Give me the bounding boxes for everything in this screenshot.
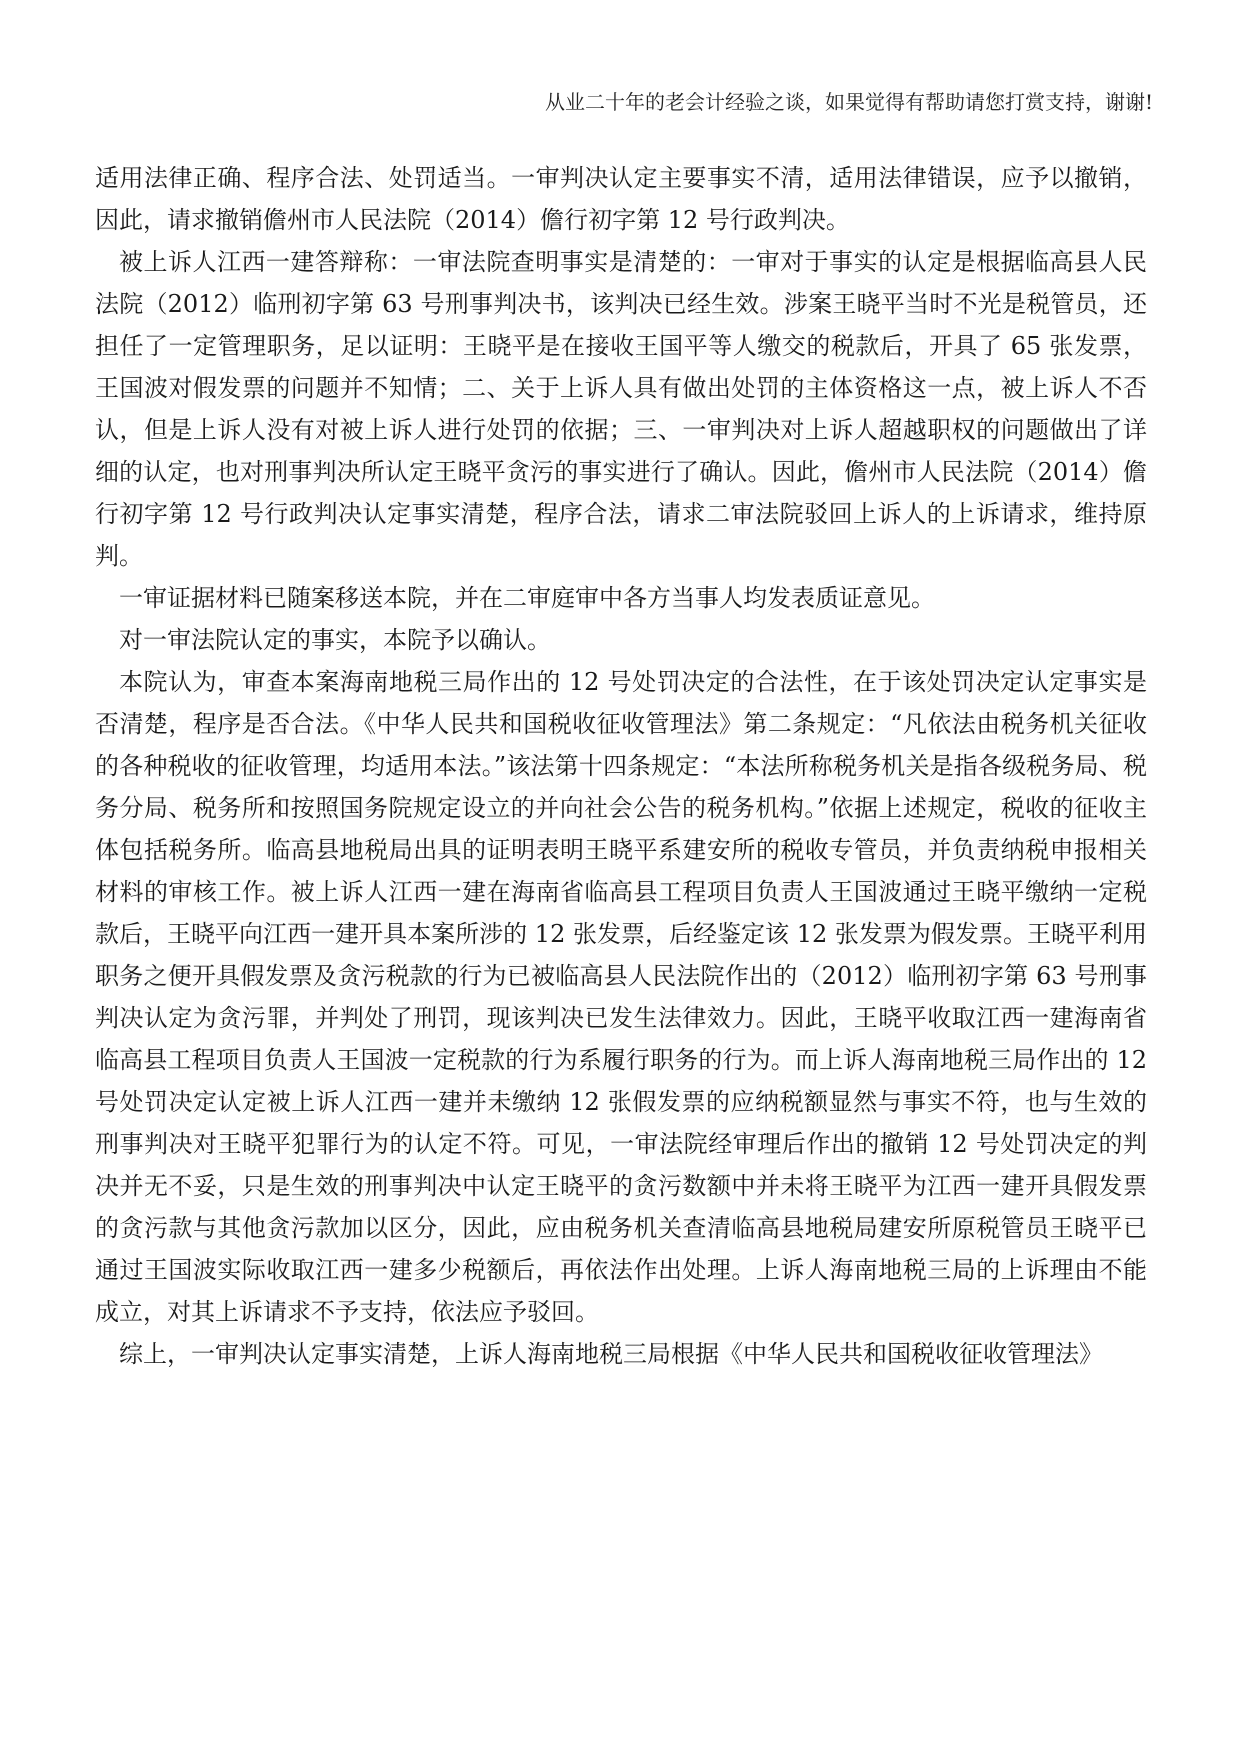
paragraph-continuation: 适用法律正确、程序合法、处罚适当。一审判决认定主要事实不清，适用法律错误，应予以撤销，因此，请求撤销儋州市人民法院（2014）儋行初字第 12 号行政判决。 (95, 164, 1147, 234)
header-note: 从业二十年的老会计经验之谈，如果觉得有帮助请您打赏支持，谢谢! (544, 90, 1153, 114)
paragraph-conclusion: 综上，一审判决认定事实清楚，上诉人海南地税三局根据《中华人民共和国税收征收管理法》 (119, 1340, 1103, 1368)
paragraph-evidence: 一审证据材料已随案移送本院，并在二审庭审中各方当事人均发表质证意见。 (119, 584, 935, 612)
paragraph-appellee-reply: 被上诉人江西一建答辩称：一审法院查明事实是清楚的：一审对于事实的认定是根据临高县人民法院（2012）临刑初字第 63 号刑事判决书，该判决已经生效。涉案王晓平当时不光是税管员，还担任了一定管理职务，足以证明：王晓平是在接收王国平等人缴交的税款后，开具了 65 张发票，王国波对假发票的问题并不知情；二、关于上诉人具有做出处罚的主体资格这一点，被上诉人不否认，但是上诉人没有对被上诉人进行处罚的依据；三、一审判决对上诉人超越职权的问题做出了详细的认定，也对刑事判决所认定王晓平贪污的事实进行了确认。因此，儋州市人民法院（2014）儋行初字第 12 号行政判决认定事实清楚，程序合法，请求二审法院驳回上诉人的上诉请求，维持原判。 (95, 248, 1147, 570)
paragraph-fact-confirmation: 对一审法院认定的事实，本院予以确认。 (119, 626, 551, 654)
document-body (95, 157, 1147, 1375)
paragraph-court-opinion: 本院认为，审查本案海南地税三局作出的 12 号处罚决定的合法性，在于该处罚决定认定事实是否清楚，程序是否合法。《中华人民共和国税收征收管理法》第二条规定：“凡依法由税务机关征收的各种税收的征收管理，均适用本法。”该法第十四条规定：“本法所称税务机关是指各级税务局、税务分局、税务所和按照国务院规定设立的并向社会公告的税务机构。”依据上述规定，税收的征收主体包括税务所。临高县地税局出具的证明表明王晓平系建安所的税收专管员，并负责纳税申报相关材料的审核工作。被上诉人江西一建在海南省临高县工程项目负责人王国波通过王晓平缴纳一定税款后，王晓平向江西一建开具本案所涉的 12 张发票，后经鉴定该 12 张发票为假发票。王晓平利用职务之便开具假发票及贪污税款的行为已被临高县人民法院作出的（2012）临刑初字第 63 号刑事判决认定为贪污罪，并判处了刑罚，现该判决已发生法律效力。因此，王晓平收取江西一建海南省临高县工程项目负责人王国波一定税款的行为系履行职务的行为。而上诉人海南地税三局作出的 12 号处罚决定认定被上诉人江西一建并未缴纳 12 张假发票的应纳税额显然与事实不符，也与生效的刑事判决对王晓平犯罪行为的认定不符。可见，一审法院经审理后作出的撤销 12 号处罚决定的判决并无不妥，只是生效的刑事判决中认定王晓平的贪污数额中并未将王晓平为江西一建开具假发票的贪污款与其他贪污款加以区分，因此，应由税务机关查清临高县地税局建安所原税管员王晓平已通过王国波实际收取江西一建多少税额后，再依法作出处理。上诉人海南地税三局的上诉理由不能成立，对其上诉请求不予支持，依法应予驳回。 (95, 668, 1147, 1326)
